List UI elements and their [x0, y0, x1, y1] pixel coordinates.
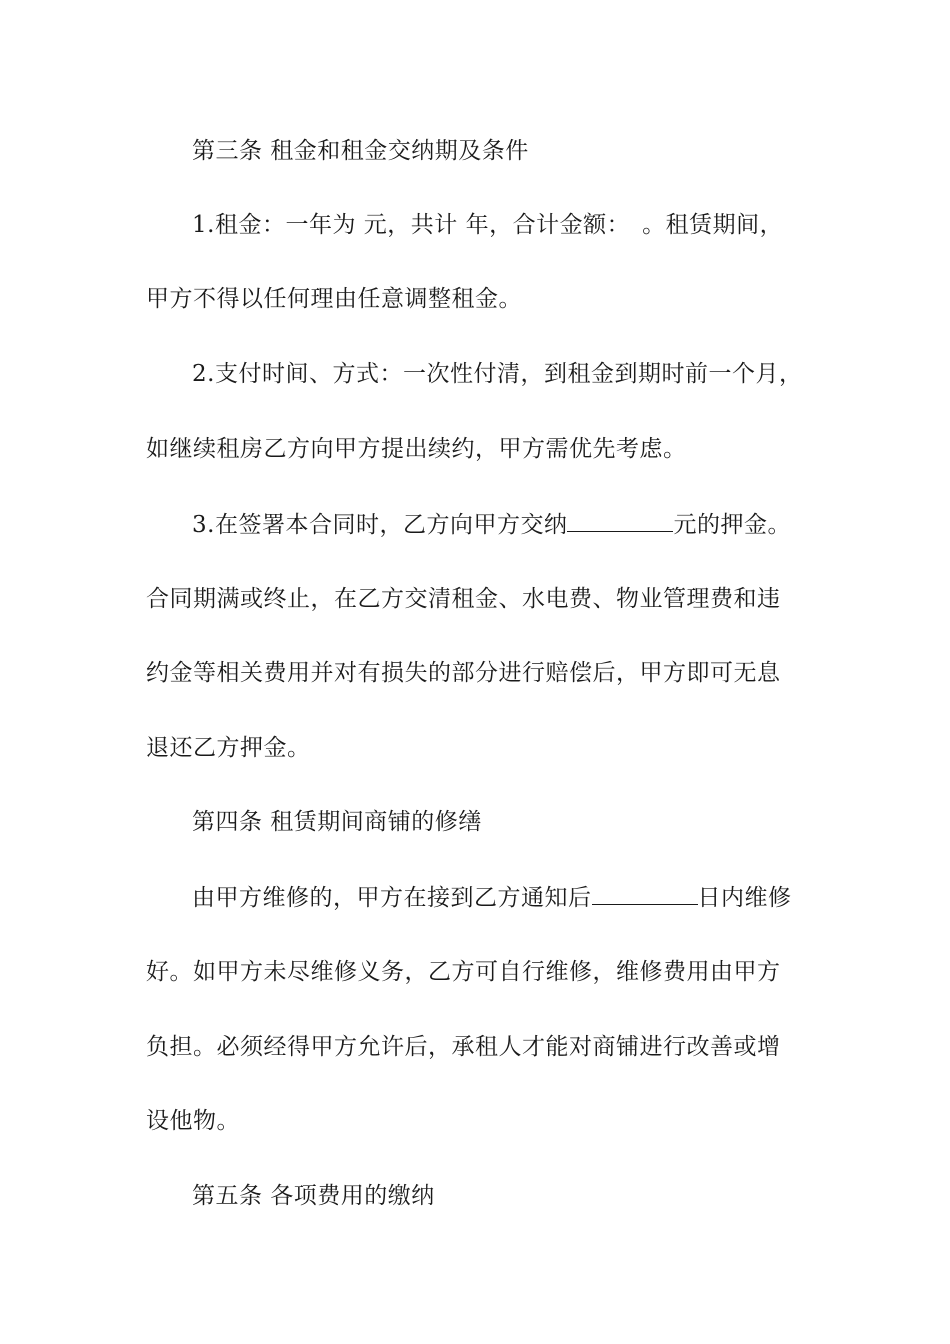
article3-item3-text-after: 元的押金。: [673, 512, 791, 538]
article3-item3-line1: [192, 509, 791, 540]
article3-item3-text-before: 3.在签署本合同时，乙方向甲方交纳: [192, 512, 568, 538]
article3-item3-line3: 约金等相关费用并对有损失的部分进行赔偿后，甲方即可无息: [146, 660, 781, 686]
article4-para-line1: [192, 882, 792, 913]
article3-item1-line1: 1.租金：一年为 元，共计 年，合计金额： 。租赁期间，: [192, 212, 784, 238]
article5-heading: 第五条 各项费用的缴纳: [192, 1183, 435, 1209]
repair-days-blank: [592, 882, 698, 905]
article3-item1-line2: 甲方不得以任何理由任意调整租金。: [146, 286, 522, 312]
article3-item2-line2: 如继续租房乙方向甲方提出续约，甲方需优先考虑。: [146, 436, 687, 462]
article3-item3-line2: 合同期满或终止，在乙方交清租金、水电费、物业管理费和违: [146, 586, 781, 612]
article4-heading: 第四条 租赁期间商铺的修缮: [192, 809, 482, 835]
deposit-amount-blank: [567, 509, 673, 532]
article4-para-line2: 好。如甲方未尽维修义务，乙方可自行维修，维修费用由甲方: [146, 959, 781, 985]
article4-para-line3: 负担。必须经得甲方允许后，承租人才能对商铺进行改善或增: [146, 1034, 781, 1060]
article4-text-after: 日内维修: [697, 885, 792, 911]
article3-item3-line4: 退还乙方押金。: [146, 735, 311, 761]
article4-para-line4: 设他物。: [146, 1108, 240, 1134]
article3-item2-line1: 2.支付时间、方式：一次性付清，到租金到期时前一个月，: [192, 361, 803, 387]
article4-text-before: 由甲方维修的，甲方在接到乙方通知后: [192, 885, 592, 911]
article3-heading: 第三条 租金和租金交纳期及条件: [192, 138, 529, 164]
